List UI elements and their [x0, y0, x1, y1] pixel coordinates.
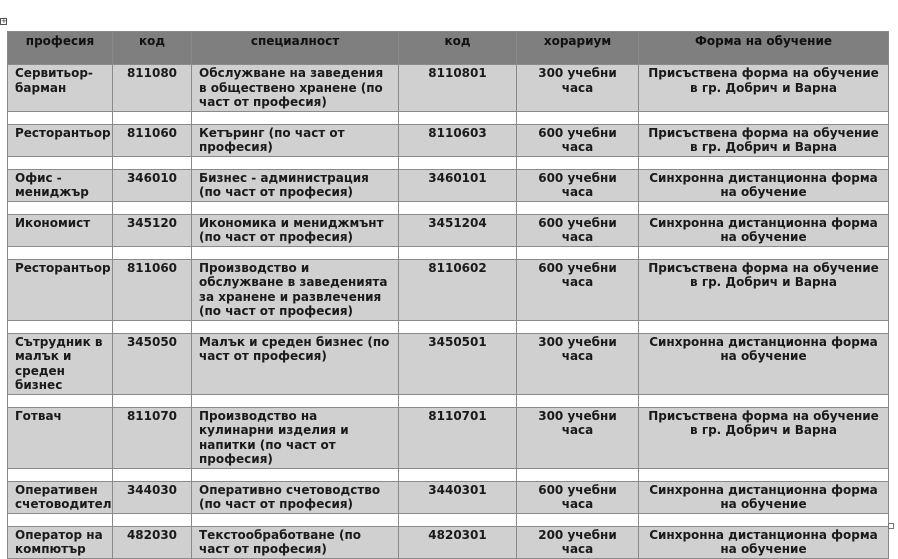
cell-form: Синхронна дистанционна форма на обучение	[639, 169, 889, 201]
cell-profession-code: 811060	[113, 124, 192, 156]
cell-specialty: Текстообработване (по част от професия)	[192, 526, 399, 558]
cell-form: Синхронна дистанционна форма на обучение	[639, 526, 889, 558]
cell-specialty-code: 3451204	[399, 214, 517, 246]
cell-hours: 600 учебни часа	[517, 124, 639, 156]
cell-form: Синхронна дистанционна форма на обучение	[639, 481, 889, 513]
header-form: Форма на обучение	[639, 32, 889, 65]
cell-hours: 300 учебни часа	[517, 65, 639, 112]
cell-form: Синхронна дистанционна форма на обучение	[639, 214, 889, 246]
cell-profession: Икономист	[8, 214, 113, 246]
table-row	[8, 526, 889, 558]
cell-specialty-code: 8110602	[399, 259, 517, 320]
cell-form: Присъствена форма на обучение в гр. Добрич и Варна	[639, 65, 889, 112]
cell-profession-code: 811060	[113, 259, 192, 320]
cell-profession: Ресторантьор	[8, 124, 113, 156]
cell-specialty: Кетъринг (по част от професия)	[192, 124, 399, 156]
cell-specialty: Бизнес - администрация (по част от професия)	[192, 169, 399, 201]
table-move-handle[interactable]: +	[1, 17, 7, 25]
table-row	[8, 333, 889, 394]
spacer-row	[8, 513, 889, 526]
spacer-row	[8, 201, 889, 214]
cell-profession-code: 345050	[113, 333, 192, 394]
cell-profession: Сътрудник в малък и среден бизнес	[8, 333, 113, 394]
cell-specialty: Производство и обслужване в заведенията за хранене и развлечения (по част от професия)	[192, 259, 399, 320]
header-profession-code: код	[113, 32, 192, 65]
cell-specialty-code: 8110701	[399, 407, 517, 468]
header-specialty-code: код	[399, 32, 517, 65]
cell-specialty-code: 3440301	[399, 481, 517, 513]
table-row	[8, 169, 889, 201]
cell-form: Синхронна дистанционна форма на обучение	[639, 333, 889, 394]
cell-form: Присъствена форма на обучение в гр. Добрич и Варна	[639, 407, 889, 468]
spacer-row	[8, 156, 889, 169]
cell-profession-code: 345120	[113, 214, 192, 246]
cell-profession: Офис - мениджър	[8, 169, 113, 201]
spacer-row	[8, 320, 889, 333]
cell-hours: 300 учебни часа	[517, 333, 639, 394]
cell-form: Присъствена форма на обучение в гр. Добрич и Варна	[639, 259, 889, 320]
cell-profession-code: 811080	[113, 65, 192, 112]
cell-specialty-code: 8110801	[399, 65, 517, 112]
spacer-row	[8, 111, 889, 124]
header-hours: хорариум	[517, 32, 639, 65]
table-row	[8, 259, 889, 320]
cell-profession: Оперативен счетоводител	[8, 481, 113, 513]
cell-specialty-code: 3460101	[399, 169, 517, 201]
cell-form: Присъствена форма на обучение в гр. Добрич и Варна	[639, 124, 889, 156]
cell-hours: 600 учебни часа	[517, 214, 639, 246]
cell-hours: 600 учебни часа	[517, 481, 639, 513]
cell-specialty: Оперативно счетоводство (по част от професия)	[192, 481, 399, 513]
cell-specialty-code: 4820301	[399, 526, 517, 558]
cell-specialty-code: 3450501	[399, 333, 517, 394]
cell-profession-code: 344030	[113, 481, 192, 513]
cell-specialty-code: 8110603	[399, 124, 517, 156]
table-row	[8, 481, 889, 513]
spacer-row	[8, 394, 889, 407]
cell-profession: Оператор на компютър	[8, 526, 113, 558]
spacer-row	[8, 468, 889, 481]
table-row	[8, 214, 889, 246]
cell-specialty: Малък и среден бизнес (по част от професия)	[192, 333, 399, 394]
cell-profession-code: 811070	[113, 407, 192, 468]
cell-profession-code: 346010	[113, 169, 192, 201]
cell-profession: Сервитьор-барман	[8, 65, 113, 112]
cell-specialty: Икономика и мениджмънт (по част от професия)	[192, 214, 399, 246]
courses-table	[7, 31, 889, 559]
cell-profession: Готвач	[8, 407, 113, 468]
cell-hours: 200 учебни часа	[517, 526, 639, 558]
cell-hours: 600 учебни часа	[517, 259, 639, 320]
header-row	[8, 32, 889, 65]
cell-hours: 600 учебни часа	[517, 169, 639, 201]
cell-profession-code: 482030	[113, 526, 192, 558]
cell-profession: Ресторантьор	[8, 259, 113, 320]
spacer-row	[8, 246, 889, 259]
cell-hours: 300 учебни часа	[517, 407, 639, 468]
table-row	[8, 65, 889, 112]
header-profession: професия	[8, 32, 113, 65]
table-row	[8, 124, 889, 156]
cell-specialty: Производство на кулинарни изделия и напитки (по част от професия)	[192, 407, 399, 468]
table-resize-handle[interactable]	[888, 523, 894, 529]
cell-specialty: Обслужване на заведения в обществено хранене (по част от професия)	[192, 65, 399, 112]
table-row	[8, 407, 889, 468]
header-specialty: специалност	[192, 32, 399, 65]
